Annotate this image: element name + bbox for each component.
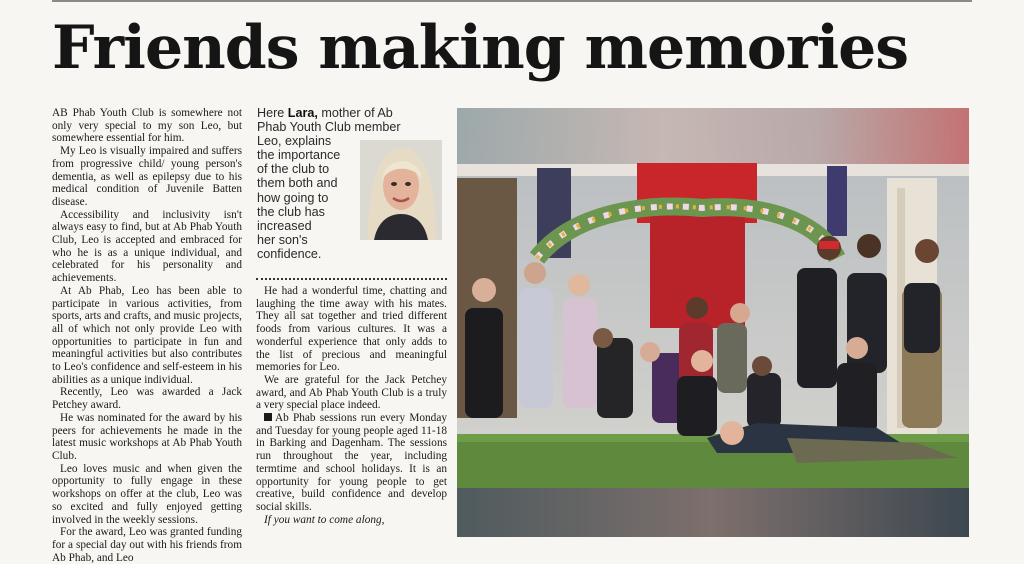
dotted-divider (256, 278, 447, 280)
standfirst-line: Phab Youth Club member (257, 120, 401, 135)
group-photo (457, 108, 969, 537)
paragraph: My Leo is visually impaired and suffers from progressive child/ young person's dementia, as well as epilepsy due to his medical condition of Juvenile Batten disease. (52, 145, 242, 208)
info-paragraph: Ab Phab sessions run every Monday and Tuesday for young people aged 11-18 in Barking and Dagenham. The sessions run throughout the year, including termtime and school holidays. It is an opportunity for young people to get creative, build confidence and develop social skills. (256, 412, 447, 513)
standfirst-line: the club has (257, 204, 325, 219)
headline: Friends making memories (52, 13, 909, 83)
standfirst-line: Here Lara, mother of Ab (257, 106, 393, 120)
top-rule (52, 0, 972, 2)
standfirst (257, 106, 401, 261)
paragraph: Accessibility and inclusivity isn't always easy to find, but at Ab Phab Youth Club, Leo is accepted and embraced for who he is as a unique individual, and celebrated for his personality and achievements. (52, 208, 242, 285)
standfirst-line: confidence. (257, 246, 322, 261)
paragraph: He had a wonderful time, chatting and laughing the time away with his mates. They all sat together and tried different foods from various cultures. It was a wonderful experience that only adds to the list of precious and meaningful memories for Leo. (256, 285, 447, 374)
author-name: Lara, (287, 106, 318, 120)
paragraph: For the award, Leo was granted funding for a special day out with his friends from Ab Phab, and Leo (52, 526, 242, 564)
paragraph: Leo loves music and when given the opportunity to fully engage in these workshops on offer at the club, Leo was so excited and fully enjoyed getting involved in the weekly sessions. (52, 462, 242, 526)
standfirst-line: Leo, explains (257, 134, 332, 149)
article-column-1 (52, 107, 242, 564)
standfirst-line: of the club to (257, 162, 330, 177)
article-column-2 (256, 285, 447, 537)
standfirst-line: increased (257, 218, 312, 233)
standfirst-line: her son's (257, 232, 308, 247)
paragraph: At Ab Phab, Leo has been able to participate in various activities, from sports, arts and crafts, and music projects, all of which not only provide Leo with opportunities to participate in fun and meaningful activities but also contributes to Leo's confidence and self-esteem in his abilities as a unique individual. (52, 284, 242, 386)
bullet-square-icon (264, 413, 272, 421)
standfirst-line: the importance (257, 148, 341, 163)
standfirst-line: them both and (257, 176, 338, 191)
paragraph: Recently, Leo was awarded a Jack Petchey award. (52, 386, 242, 412)
paragraph: AB Phab Youth Club is somewhere not only very special to my son Leo, but somewhere essential for him. (52, 107, 242, 145)
paragraph: We are grateful for the Jack Petchey award, and Ab Phab Youth Club is a truly a very special place indeed. (256, 373, 447, 412)
paragraph: If you want to come along, (264, 513, 385, 526)
standfirst-line: how going to (257, 190, 329, 205)
paragraph: He was nominated for the award by his peers for achievements he made in the latest music workshops at Ab Phab Youth Club. (52, 411, 242, 462)
author-portrait (360, 140, 442, 240)
